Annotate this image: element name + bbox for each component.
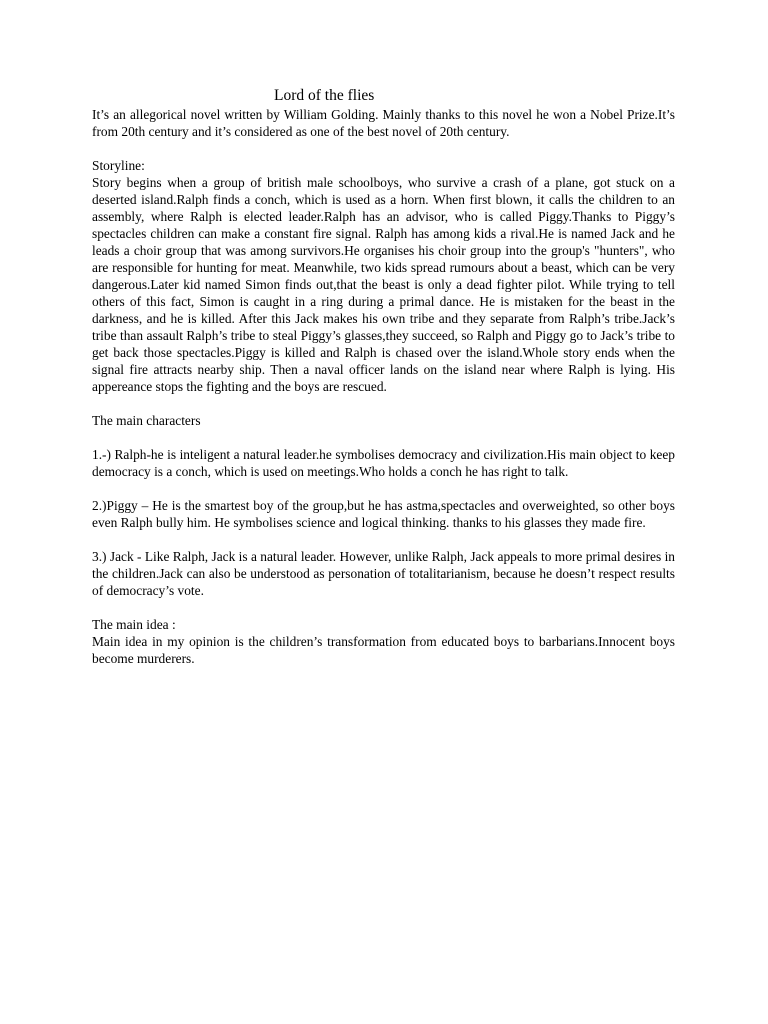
character-jack: 3.) Jack - Like Ralph, Jack is a natural leader. However, unlike Ralph, Jack appeals to more primal desires in the children.Jack can also be understood as personation of totalitarianism, because he doesn’t respect results of democracy’s vote. [92,549,675,598]
intro-paragraph: It’s an allegorical novel written by William Golding. Mainly thanks to this novel he won a Nobel Prize.It’s from 20th century and it’s considered as one of the best novel of 20th century. [92,107,675,139]
character-ralph: 1.-) Ralph-he is inteligent a natural leader.he symbolises democracy and civilization.His main object to keep democracy is a conch, which is used on meetings.Who holds a conch he has right to talk. [92,447,675,479]
spacer [92,395,675,412]
spacer [92,531,675,548]
document-title: Lord of the flies [274,87,375,104]
main-idea-paragraph: Main idea in my opinion is the children’s transformation from educated boys to barbarians.Innocent boys become murderers. [92,634,675,666]
spacer [92,599,675,616]
character-piggy: 2.)Piggy – He is the smartest boy of the group,but he has astma,spectacles and overweighted, so other boys even Ralph bully him. He symbolises science and logical thinking. thanks to his glasses they made fire. [92,498,675,530]
spacer [92,140,675,157]
storyline-heading: Storyline: [92,158,145,173]
spacer [92,429,675,446]
document-page [92,86,675,667]
main-idea-heading: The main idea : [92,617,176,632]
storyline-paragraph: Story begins when a group of british male schoolboys, who survive a crash of a plane, got stuck on a deserted island.Ralph finds a conch, which is used as a horn. When first blown, it calls the children to an assembly, where Ralph is elected leader.Ralph has an advisor, who is called Piggy.Thanks to Piggy’s spectacles children can make a constant fire signal. Ralph has among kids a rival.He is named Jack and he leads a choir group that was among survivors.He organises his choir group into the group's "hunters", who are responsible for hunting for meat. Meanwhile, two kids spread rumours about a beast, which can be very dangerous.Later kid named Simon finds out,that the beast is only a dead fighter pilot. While trying to tell others of this fact, Simon is caught in a ring during a primal dance. He is mistaken for the beast in the darkness, and he is killed. After this Jack makes his own tribe and they separate from Ralph’s tribe.Jack’s tribe than assault Ralph’s tribe to steal Piggy’s glasses,they succeed, so Ralph and Piggy go to Jack’s tribe to get back those spectacles.Piggy is killed and Ralph is chased over the island.Whole story ends when the signal fire attracts nearby ship. Then a naval officer lands on the island near where Ralph is lying. His appereance stops the fighting and the boys are rescued. [92,175,675,394]
spacer [92,480,675,497]
characters-heading: The main characters [92,413,201,428]
